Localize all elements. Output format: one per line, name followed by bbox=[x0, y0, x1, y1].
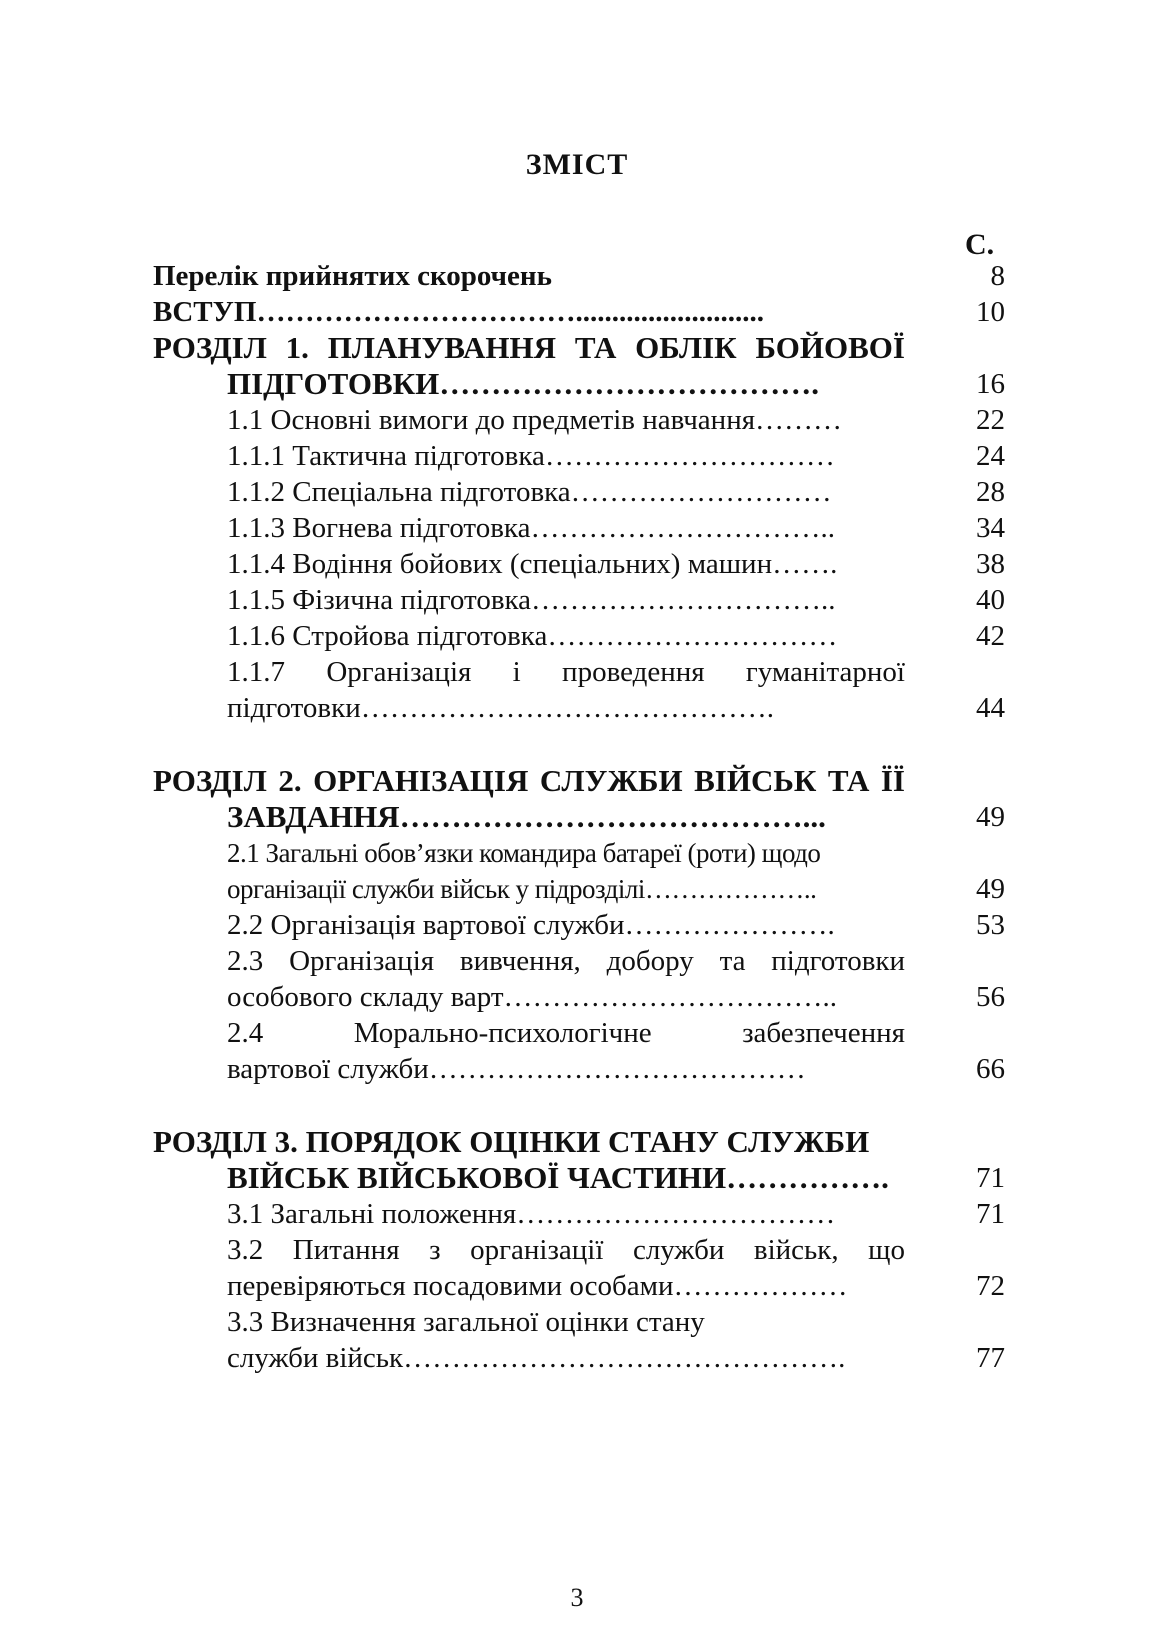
toc-section-3-3-line-2: служби військ………………………………………. bbox=[227, 1342, 846, 1374]
toc-page-number: 44 bbox=[976, 692, 1005, 724]
toc-section-2-1-line-1: 2.1 Загальні обов’язки командира батареї (роти) щодо bbox=[227, 838, 821, 868]
toc-section-1-1-5: 1.1.5 Фізична підготовка………………………….. bbox=[227, 584, 836, 616]
toc-page-number: 77 bbox=[976, 1342, 1005, 1374]
toc-page-number: 56 bbox=[976, 981, 1005, 1013]
page-title: ЗМІСТ bbox=[525, 148, 629, 181]
toc-page-number: 34 bbox=[976, 512, 1005, 544]
toc-section-2-4-line-1: 2.4 Морально-психологічне забезпечення bbox=[227, 1017, 905, 1049]
toc-page-number: 66 bbox=[976, 1053, 1005, 1085]
toc-page-number: 71 bbox=[976, 1162, 1005, 1194]
page-column-header: С. bbox=[965, 228, 995, 261]
toc-page-number: 38 bbox=[976, 548, 1005, 580]
toc-section-1-1-7-line-2: підготовки……………………………………. bbox=[227, 692, 774, 724]
toc-page-number: 71 bbox=[976, 1198, 1005, 1230]
toc-page-number: 10 bbox=[976, 296, 1005, 328]
toc-section-1-1-3: 1.1.3 Вогнева підготовка………………………….. bbox=[227, 512, 835, 544]
toc-section-2-3-line-2: особового складу варт…………………………….. bbox=[227, 981, 838, 1013]
toc-chapter-1-line-1: РОЗДІЛ 1. ПЛАНУВАННЯ ТА ОБЛІК БОЙОВОЇ bbox=[153, 330, 905, 365]
toc-section-1-1-1: 1.1.1 Тактична підготовка………………………… bbox=[227, 440, 835, 472]
toc-section-3-3-line-1: 3.3 Визначення загальної оцінки стану bbox=[227, 1306, 705, 1338]
toc-page-number: 8 bbox=[990, 260, 1005, 292]
toc-section-1-1-4: 1.1.4 Водіння бойових (спеціальних) машин……. bbox=[227, 548, 838, 580]
toc-page-number: 53 bbox=[976, 909, 1005, 941]
toc-section-3-2-line-1: 3.2 Питання з організації служби військ, що bbox=[227, 1234, 905, 1266]
toc-section-3-1: 3.1 Загальні положення…………………………… bbox=[227, 1198, 836, 1230]
toc-section-2-2: 2.2 Організація вартової служби…………………. bbox=[227, 909, 835, 941]
toc-page-number: 40 bbox=[976, 584, 1005, 616]
toc-entry-intro: ВСТУП…………………………….......................... bbox=[153, 296, 764, 328]
toc-section-1-1: 1.1 Основні вимоги до предметів навчання……… bbox=[227, 404, 843, 436]
toc-section-1-1-2: 1.1.2 Спеціальна підготовка……………………… bbox=[227, 476, 832, 508]
toc-chapter-1-line-2: ПІДГОТОВКИ………………………………. bbox=[227, 366, 819, 401]
toc-page-number: 72 bbox=[976, 1270, 1005, 1302]
toc-page-number: 22 bbox=[976, 404, 1005, 436]
toc-chapter-2-line-2: ЗАВДАННЯ…………………………………... bbox=[227, 799, 826, 834]
toc-page-number: 49 bbox=[976, 873, 1005, 905]
toc-page-number: 42 bbox=[976, 620, 1005, 652]
toc-page-number: 24 bbox=[976, 440, 1005, 472]
toc-section-1-1-7-line-1: 1.1.7 Організація і проведення гуманітарної bbox=[227, 656, 905, 688]
toc-page-number: 16 bbox=[976, 368, 1005, 400]
toc-page-number: 28 bbox=[976, 476, 1005, 508]
toc-page-number: 49 bbox=[976, 801, 1005, 833]
toc-section-2-1-line-2: організації служби військ у підрозділі……………….. bbox=[227, 874, 817, 904]
toc-chapter-2-line-1: РОЗДІЛ 2. ОРГАНІЗАЦІЯ СЛУЖБИ ВІЙСЬК ТА ЇЇ bbox=[153, 763, 905, 798]
toc-section-2-3-line-1: 2.3 Організація вивчення, добору та підготовки bbox=[227, 945, 905, 977]
toc-chapter-3-line-2: ВІЙСЬК ВІЙСЬКОВОЇ ЧАСТИНИ……………. bbox=[227, 1160, 889, 1195]
toc-entry-abbreviations: Перелік прийнятих скорочень bbox=[153, 260, 552, 292]
toc-chapter-3-line-1: РОЗДІЛ 3. ПОРЯДОК ОЦІНКИ СТАНУ СЛУЖБИ bbox=[153, 1124, 870, 1159]
toc-section-2-4-line-2: вартової служби………………………………… bbox=[227, 1053, 806, 1085]
toc-section-1-1-6: 1.1.6 Стройова підготовка………………………… bbox=[227, 620, 838, 652]
toc-section-3-2-line-2: перевіряються посадовими особами……………… bbox=[227, 1270, 848, 1302]
page-number-footer: 3 bbox=[570, 1583, 584, 1612]
